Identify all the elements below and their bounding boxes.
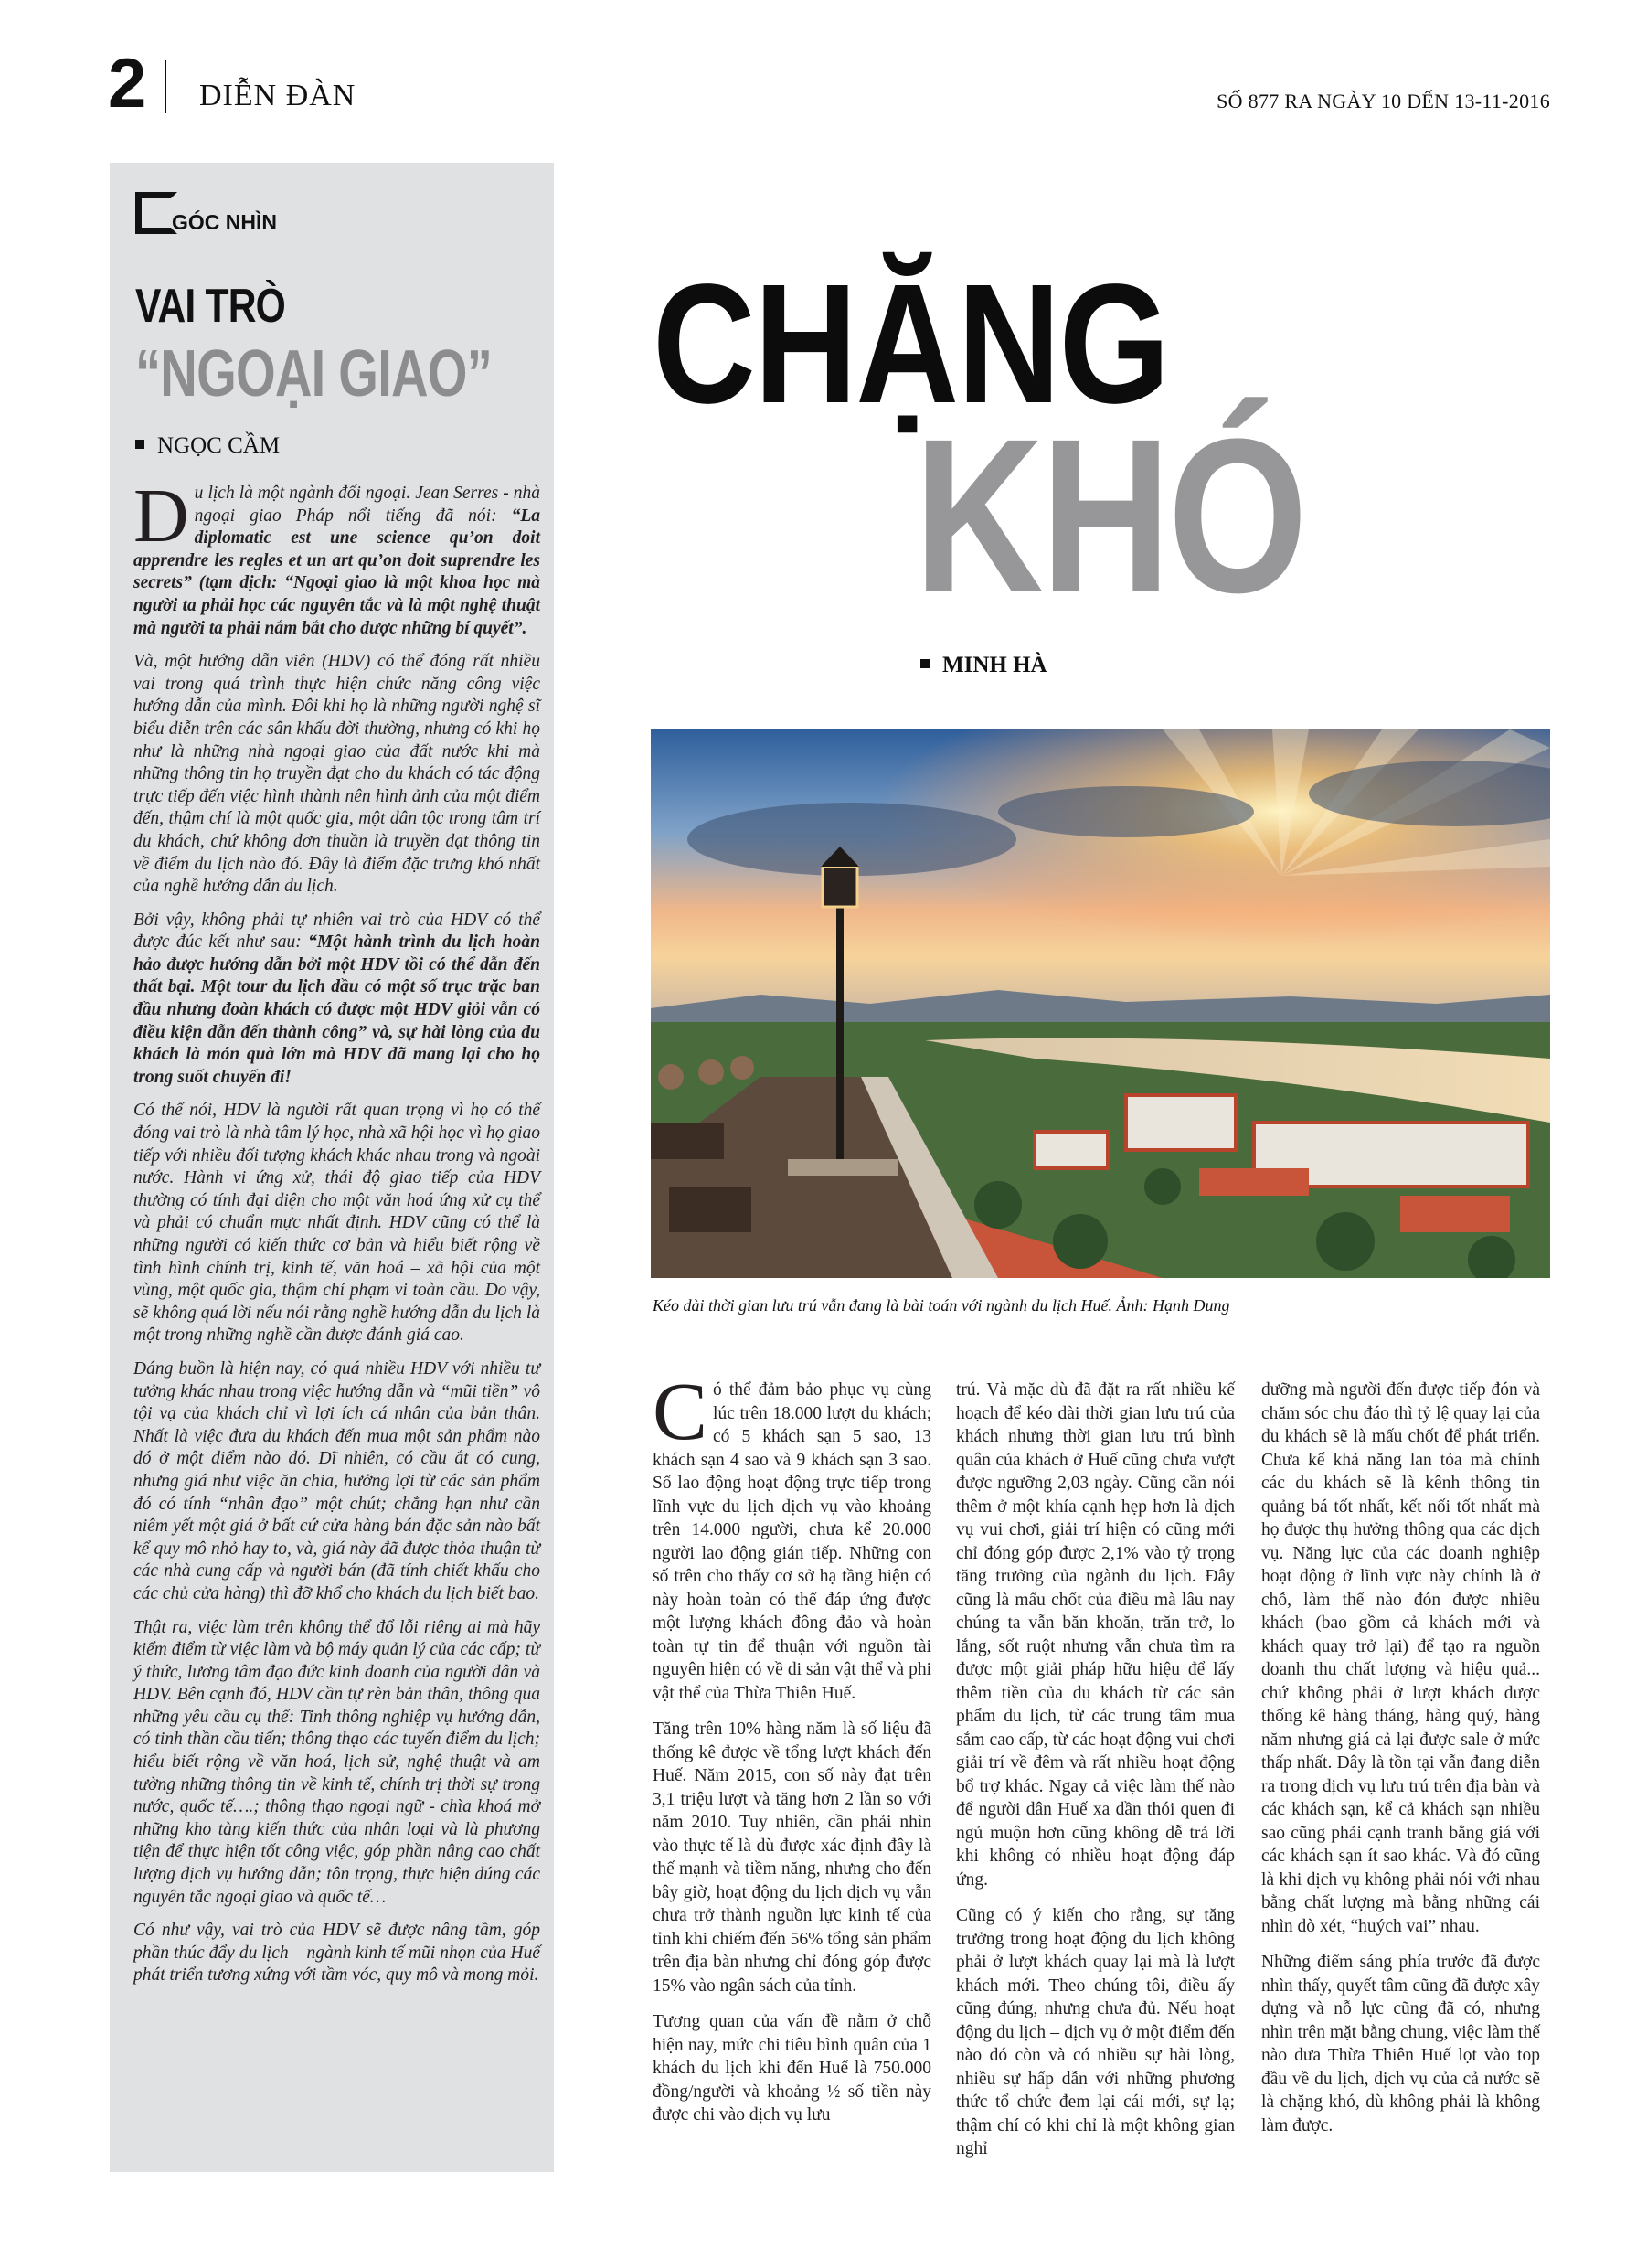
sidebar-body: [133, 474, 540, 1998]
article-paragraph: trú. Và mặc dù đã đặt ra rất nhiều kế hoạch để kéo dài thời gian lưu trú của khách nhưng thời gian lưu trú bình quân của khách ở Huế cũng chưa vượt được ngưỡng 2,03 ngày. Cũng cần nói thêm ở một khía cạnh hẹp hơn là dịch vụ vui chơi, giải trí hiện có cũng mới chỉ đóng góp được 2,1% vào tỷ trọng tăng trưởng của ngành du lịch. Đây cũng là mấu chốt của điều mà lâu nay chúng ta vẫn băn khoăn, trăn trở, lo lắng, sốt ruột nhưng vẫn chưa tìm ra được một giải pháp hữu hiệu để lấy thêm tiền của du khách từ các sản phẩm du lịch, từ các trung tâm mua sắm cao cấp, từ các hoạt động vui chơi giải trí về đêm và rất nhiều hoạt động bổ trợ khác. Ngay cả việc làm thế nào để người dân Huế xa dần thói quen đi ngủ muộn hơn cũng không dễ trả lời khi không có nhiều hoạt động đáp ứng.: [956, 1380, 1235, 1890]
article-column-3: [1261, 1379, 1540, 2150]
sidebar-paragraph: Đáng buồn là hiện nay, có quá nhiều HDV với nhiều tư tưởng khác nhau trong việc hướng dẫn và “mũi tiền” vô tội vạ của khách chỉ vì lợi ích cá nhân của bản thân. Nhất là việc đưa du khách đến mua một sản phẩm nào đó ở một điểm nào đó. Dĩ nhiên, có cầu ắt có cung, nhưng giá như việc ăn chia, hưởng lợi từ các sản phẩm đó có tính “nhân đạo” một chút; chẳng hạn như cần niêm yết một giá ở bất cứ cửa hàng bán đặc sản nào bất kể quy mô nhỏ hay to, và, giá này đã được thỏa thuận từ các nhà cung cấp và người bán (đã tính chiết khấu cho các chủ cửa hàng) thì đỡ khổ cho khách du lịch biết bao.: [133, 1358, 540, 1603]
kicker-label: GÓC NHÌN: [172, 210, 277, 234]
article-paragraph: dưỡng mà người đến được tiếp đón và chăm sóc chu đáo thì tỷ lệ quay lại của du khách sẽ là mấu chốt để phát triển. Chưa kể khả năng lan tỏa mà chính các du khách sẽ là kênh thông tin quảng bá tốt nhất, kết nối tốt nhất mà họ được thụ hưởng thông qua các dịch vụ. Năng lực của các doanh nghiệp hoạt động ở lĩnh vực này chính là ở chỗ, làm thế nào đón được nhiều khách (bao gồm cả khách mới và khách quay trở lại) để tạo ra nguồn doanh thu chất lượng và hiệu quả... chứ không phải ở lượt khách được thống kê hàng tháng, hàng quý, hàng năm nhưng giá cả lại được sale ở mức thấp nhất. Đây là tồn tại vẫn đang diễn ra trong dịch vụ lưu trú trên địa bàn và các khách sạn, kể cả khách sạn nhiều sao cũng phải cạnh tranh bằng giá với các khách sạn ít sao khác. Và đó cũng là khi dịch vụ không phải nói với nhau bằng chất lượng mà bằng những cái nhìn dò xét, “huých vai” nhau.: [1261, 1380, 1540, 1936]
sidebar-paragraph: Và, một hướng dẫn viên (HDV) có thể đóng rất nhiều vai trong quá trình thực hiện chức năng công việc hướng dẫn của mình. Đôi khi họ là những người nghệ sĩ biểu diễn trên các sân khấu đời thường, nhưng có khi họ như là những nhà ngoại giao của đất nước khi mà những thông tin họ truyền đạt cho du khách có tác động trực tiếp đến việc hình thành nên hình ảnh của một điểm đến, thậm chí là một quốc gia, một dân tộc trong tâm trí du khách, chứ không đơn thuần là truyền đạt thông tin về điểm du lịch nào đó. Đây là điểm đặc trưng khó nhất của nghề hướng dẫn du lịch.: [133, 652, 540, 897]
article-paragraph: Cũng có ý kiến cho rằng, sự tăng trưởng trong hoạt động du lịch không phải ở lượt khách quay lại mà là lượt khách mới. Theo chúng tôi, điều ấy cũng đúng, nhưng chưa đủ. Nếu hoạt động du lịch – dịch vụ ở một điểm đến nào đó còn và có nhiều sự hài lòng, nhiều sự hấp dẫn với những phương thức tổ chức đem lại cái mới, sự lạ; thậm chí có khi chỉ là một không gian nghỉ: [956, 1906, 1235, 2158]
sidebar-paragraph: [133, 910, 540, 1090]
sidebar-text: Bởi vậy, không phải tự nhiên vai trò của HDV có thể được đúc kết như sau:: [133, 910, 540, 953]
header-divider: [165, 60, 166, 113]
issue-date: SỐ 877 RA NGÀY 10 ĐẾN 13-11-2016: [1217, 90, 1550, 112]
sidebar-quote: “Một hành trình du lịch hoàn hảo được hướng dẫn bởi một HDV tồi có thể dẫn đến thất bại. Một tour du lịch dầu có một số trục trặc ban đầu nhưng đoàn khách có được một HDV giỏi vẫn có điều kiện dẫn đến thành công” và, sự hài lòng của du khách là món quà lớn mà HDV đã mang lại cho họ trong suốt chuyến đi!: [133, 932, 540, 1087]
article-paragraph: Tăng trên 10% hàng năm là số liệu đã thống kê được về tổng lượt khách đến Huế. Năm 2015, con số này đạt trên 3,1 triệu lượt và tăng hơn 2 lần so với năm 2010. Tuy nhiên, cần phải nhìn vào thực tế là dù được xác định đây là thế mạnh và tiềm năng, nhưng cho đến bây giờ, hoạt động du lịch dịch vụ vẫn chưa trở thành nguồn lực kinh tế của tỉnh khi chiếm đến 56% tổng sản phẩm trên địa bàn nhưng chỉ đóng góp được 15% vào ngân sách của tỉnh.: [653, 1720, 931, 1996]
article-text: ó thể đảm bảo phục vụ cùng lúc trên 18.000 lượt du khách; có 5 khách sạn 5 sao, 13 khách sạn 4 sao và 9 khách sạn 3 sao. Số lao động hoạt động trực tiếp trong lĩnh vực du lịch dịch vụ vào khoảng trên 14.000 người, chưa kể 20.000 người lao động gián tiếp. Những con số trên cho thấy cơ sở hạ tầng hiện có này hoàn toàn có thể đáp ứng được một lượng khách đông đảo và hoàn toàn tự tin để thuận với nguồn tài nguyên hiện có về di sản vật thể và phi vật thể của Thừa Thiên Huế.: [653, 1380, 931, 1703]
sidebar-author: NGỌC CẦM: [157, 433, 281, 458]
photo-caption: Kéo dài thời gian lưu trú vẫn đang là bài toán với ngành du lịch Huế. Ảnh: Hạnh Dung: [653, 1296, 1230, 1315]
section-name: DIỄN ĐÀN: [199, 79, 356, 112]
page-number: 2: [108, 45, 147, 122]
headline-line2: KHÓ: [914, 393, 1305, 638]
sidebar-paragraph: Thật ra, việc làm trên không thể đổ lỗi riêng ai mà hãy kiểm điểm từ việc làm và bộ máy quản lý của các cấp; từ ý thức, lương tâm đạo đức kinh doanh của người dân và HDV. Bên cạnh đó, HDV cần tự rèn bản thân, thông qua những yêu cầu cụ thể: Tinh thông nghiệp vụ hướng dẫn, có tinh thần cầu tiến; thông thạo các tuyến điểm du lịch; hiểu biết rộng về văn hoá, lịch sử, nghệ thuật và am tường những thông tin về kinh tế, chính trị thời sự trong nước, quốc tế….; thông thạo ngoại ngữ - chìa khoá mở những kho tàng kiến thức của nhân loại và là phương tiện để thực hiện tốt công việc, góp phần nâng cao chất lượng dịch vụ hướng dẫn; tôn trọng, thực hiện đúng các nguyên tắc ngoại giao và quốc tế…: [133, 1617, 540, 1907]
article-paragraph: Những điểm sáng phía trước đã được nhìn thấy, quyết tâm cũng đã được xây dựng và nỗ lực cũng đã có, nhưng nhìn trên mặt bằng chung, việc làm thế nào đưa Thừa Thiên Huế lọt vào top đầu về du lịch, dịch vụ của cả nước sẽ là chặng khó, dù không phải là không làm được.: [1261, 1953, 1540, 2135]
headline-line1: CHẶNG: [653, 250, 1169, 439]
sidebar-title-line2: “NGOẠI GIAO”: [135, 337, 493, 410]
bullet-square-icon: [135, 440, 144, 449]
article-photo: [651, 729, 1550, 1278]
bullet-square-icon: [920, 659, 930, 668]
article-column-1: [653, 1367, 931, 2140]
sidebar-paragraph: Có như vậy, vai trò của HDV sẽ được nâng tầm, góp phần thúc đẩy du lịch – ngành kinh tế mũi nhọn của Huế phát triển tương xứng với tầm vóc, quy mô và mong mỏi.: [133, 1921, 540, 1986]
article-paragraph: Tương quan của vấn đề nằm ở chỗ hiện nay, mức chi tiêu bình quân của 1 khách du lịch khi đến Huế là 750.000 đồng/người và khoảng ½ số tiền này được chi vào dịch vụ lưu: [653, 2012, 931, 2124]
sidebar-paragraph: [133, 474, 540, 640]
sidebar-dropcap: D: [133, 474, 189, 559]
sidebar-paragraph: Có thể nói, HDV là người rất quan trọng vì họ có thể đóng vai trò là nhà tâm lý học, nhà xã hội học vì họ giao tiếp với nhiều đối tượng khách khác nhau trong và ngoài nước. Hành vi ứng xử, thái độ giao tiếp của HDV thường có tính đại diện cho một văn hoá ứng xử cụ thể và phải có chuẩn mực nhất định. HDV cũng có thể là những người có kiến thức cơ bản và hiểu biết rộng về tình hình chính trị, kinh tế, văn hoá – xã hội của một vùng, một quốc gia, thậm chí phạm vi toàn cầu. Do vậy, sẽ không quá lời nếu nói rằng nghề hướng dẫn du lịch là một trong những nghề cần được đánh giá cao.: [133, 1101, 540, 1346]
article-paragraph: [653, 1367, 931, 1705]
sidebar-quote: “La diplomatic est une science qu’on doit apprendre les regles et un art qu’on doit suprendre les secrets” (tạm dịch: “Ngoại giao là một khoa học mà người ta phải học các nguyên tắc và là một nghệ thuật mà người ta phải nắm bắt cho được những bí quyết”.: [133, 506, 540, 638]
article-author: MINH HÀ: [942, 653, 1047, 677]
article-dropcap: C: [653, 1367, 708, 1457]
article-byline: [920, 653, 1047, 678]
sidebar-byline: [135, 433, 280, 459]
article-column-2: [956, 1379, 1235, 2174]
sidebar-title-line1: VAI TRÒ: [135, 280, 286, 333]
sidebar-text: u lịch là một ngành đối ngoại. Jean Serres - nhà ngoại giao Pháp nổi tiếng đã nói:: [194, 484, 540, 526]
